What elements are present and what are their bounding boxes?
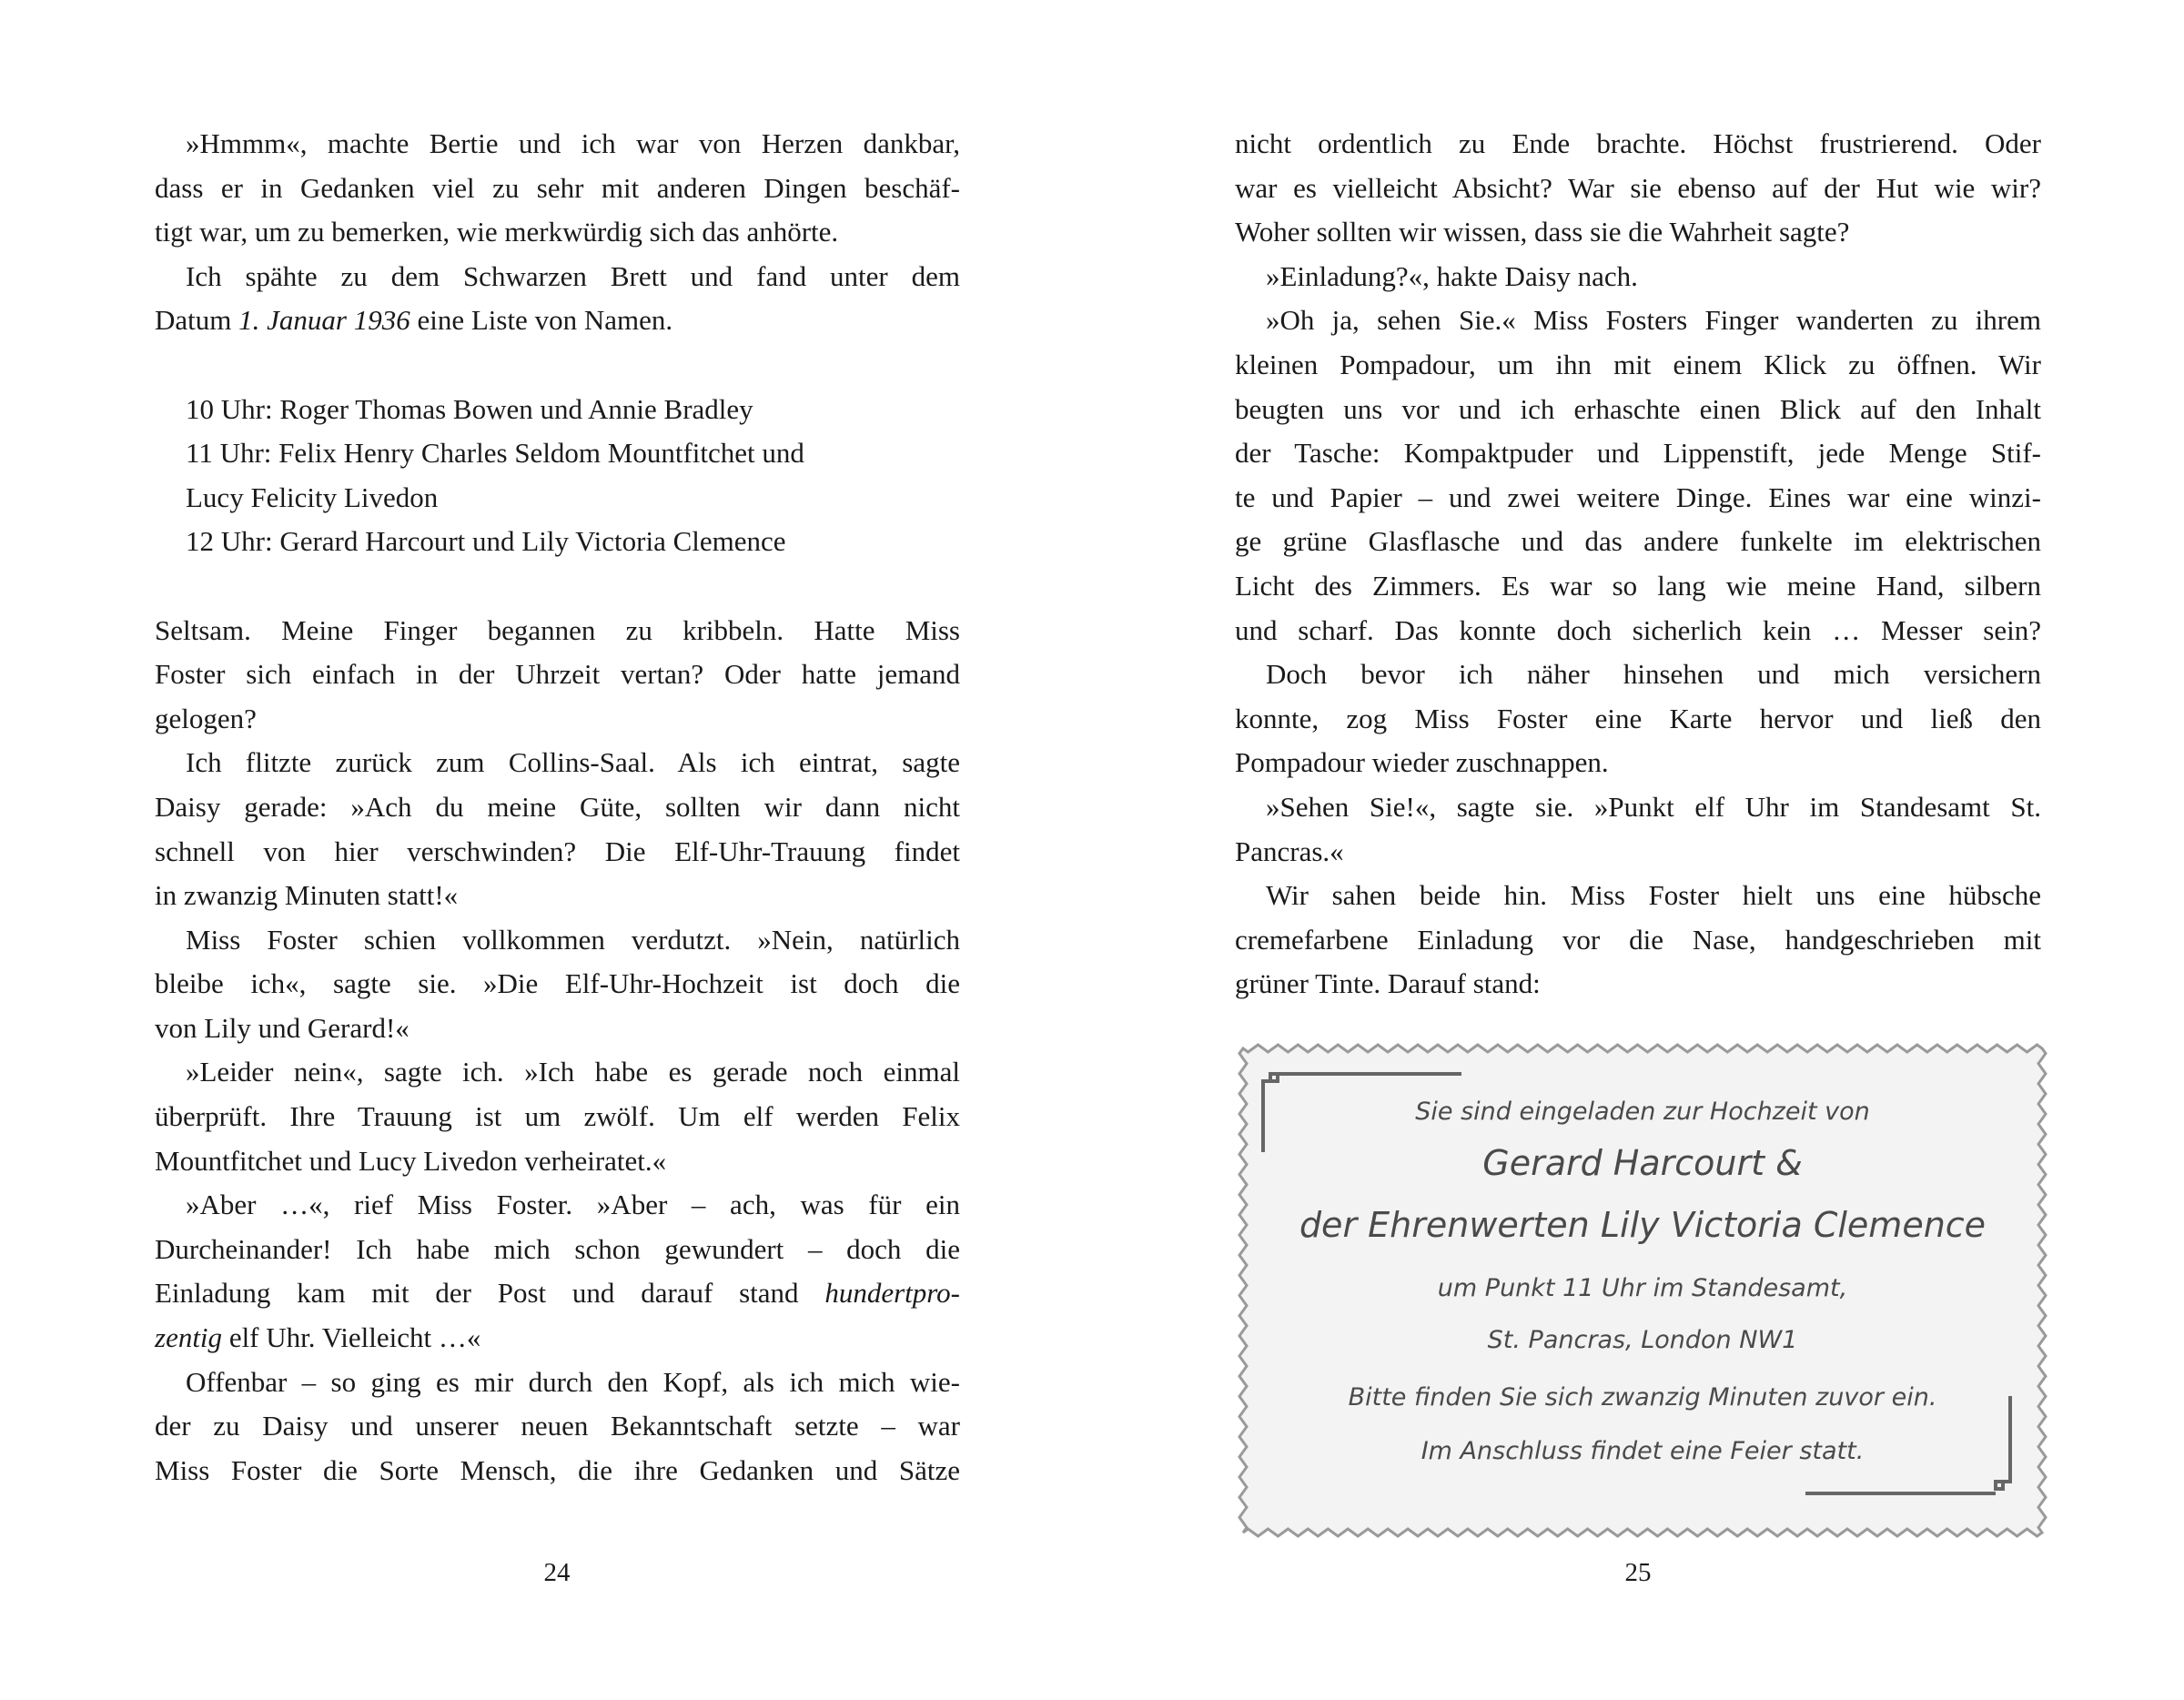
text-line: »Oh ja, sehen Sie.« Miss Fosters Finger wanderten zu ihrem <box>1266 304 2041 337</box>
invitation-time: um Punkt 11 Uhr im Standesamt, <box>1437 1274 1848 1302</box>
text-segment: Einladung kam mit der Post und darauf stand <box>155 1277 825 1310</box>
page-number: 24 <box>543 1558 571 1587</box>
italic-text: 1. Januar 1936 <box>238 304 410 337</box>
text-line: und scharf. Das konnte doch sicherlich kein … Messer sein? <box>1235 613 2041 646</box>
invitation-card <box>1236 1041 2049 1540</box>
text-line: 12 Uhr: Gerard Harcourt und Lily Victoria Clemence <box>186 525 786 558</box>
text-line: Pompadour wieder zuschnappen. <box>1235 746 1609 779</box>
page-24-text <box>155 122 960 1493</box>
text-line: in zwanzig Minuten statt!« <box>155 879 459 912</box>
page-25-text <box>1235 122 2041 1007</box>
text-line: 11 Uhr: Felix Henry Charles Seldom Mountfitchet und <box>186 437 804 470</box>
text-line: überprüft. Ihre Trauung ist um zwölf. Um elf werden Felix <box>155 1100 960 1133</box>
text-line <box>155 299 960 343</box>
text-line: cremefarbene Einladung vor die Nase, handgeschrieben mit <box>1235 923 2041 956</box>
blank-line <box>155 564 960 609</box>
text-line: beugten uns vor und ich erhaschte einen Blick auf den Inhalt <box>1235 392 2041 425</box>
text-line: gelogen? <box>155 702 257 734</box>
invitation-celebration: Im Anschluss findet eine Feier statt. <box>1421 1437 1865 1465</box>
text-line: Durcheinander! Ich habe mich schon gewundert – doch die <box>155 1232 960 1265</box>
text-line: Daisy gerade: »Ach du meine Güte, sollten wir dann nicht <box>155 790 960 823</box>
text-line: 10 Uhr: Roger Thomas Bowen und Annie Bradley <box>186 392 753 425</box>
text-segment: elf Uhr. Vielleicht …« <box>222 1321 481 1354</box>
text-line: tigt war, um zu bemerken, wie merkwürdig sich das anhörte. <box>155 216 839 248</box>
text-line <box>155 1316 960 1361</box>
text-line: Woher sollten wir wissen, dass sie die Wahrheit sagte? <box>1235 216 1850 248</box>
text-line: grüner Tinte. Darauf stand: <box>1235 967 1541 1000</box>
invitation-bride: der Ehrenwerten Lily Victoria Clemence <box>1299 1205 1987 1245</box>
text-line: »Aber …«, rief Miss Foster. »Aber – ach, was für ein <box>186 1189 960 1221</box>
text-line: ge grüne Glasflasche und das andere funkelte im elektrischen <box>1235 525 2041 558</box>
text-line: Miss Foster die Sorte Mensch, die ihre Gedanken und Sätze <box>155 1453 960 1486</box>
text-line: Mountfitchet und Lucy Livedon verheiratet.« <box>155 1144 667 1177</box>
text-line: von Lily und Gerard!« <box>155 1011 410 1044</box>
invitation-groom: Gerard Harcourt & <box>1482 1143 1803 1183</box>
text-line: Seltsam. Meine Finger begannen zu kribbeln. Hatte Miss <box>155 613 960 646</box>
text-line: Ich spähte zu dem Schwarzen Brett und fand unter dem <box>186 259 960 292</box>
text-line: bleibe ich«, sagte sie. »Die Elf-Uhr-Hochzeit ist doch die <box>155 967 960 1000</box>
text-line: te und Papier – und zwei weitere Dinge. Eines war eine winzi- <box>1235 481 2041 513</box>
text-line: Doch bevor ich näher hinsehen und mich versichern <box>1266 658 2041 691</box>
text-line: »Einladung?«, hakte Daisy nach. <box>1266 259 1638 292</box>
text-line: Pancras.« <box>1235 835 1344 867</box>
text-line: der zu Daisy und unserer neuen Bekanntschaft setzte – war <box>155 1410 960 1442</box>
text-line: Foster sich einfach in der Uhrzeit vertan? Oder hatte jemand <box>155 658 960 691</box>
text-line: der Tasche: Kompaktpuder und Lippenstift, jede Menge Stif- <box>1235 437 2041 470</box>
text-line: »Hmmm«, machte Bertie und ich war von Herzen dankbar, <box>186 127 960 159</box>
text-line: Wir sahen beide hin. Miss Foster hielt uns eine hübsche <box>1266 879 2041 912</box>
text-line: Miss Foster schien vollkommen verdutzt. »Nein, natürlich <box>186 923 960 956</box>
text-line: dass er in Gedanken viel zu sehr mit anderen Dingen beschäf- <box>155 171 960 204</box>
italic-text: hundertpro- <box>824 1277 960 1310</box>
text-line: kleinen Pompadour, um ihn mit einem Klick zu öffnen. Wir <box>1235 348 2041 380</box>
italic-text: zentig <box>155 1321 223 1354</box>
blank-line <box>155 343 960 388</box>
text-line: schnell von hier verschwinden? Die Elf-Uhr-Trauung findet <box>155 835 960 867</box>
text-line: Lucy Felicity Livedon <box>186 481 439 513</box>
text-line: war es vielleicht Absicht? War sie ebenso auf der Hut wie wir? <box>1235 171 2041 204</box>
page-number: 25 <box>1624 1558 1652 1587</box>
text-line: Ich flitzte zurück zum Collins-Saal. Als ich eintrat, sagte <box>186 746 960 779</box>
invitation-line: Sie sind eingeladen zur Hochzeit von <box>1415 1098 1870 1126</box>
text-segment: eine Liste von Namen. <box>410 304 673 337</box>
text-line: Licht des Zimmers. Es war so lang wie meine Hand, silbern <box>1235 569 2041 602</box>
invitation-place: St. Pancras, London NW1 <box>1487 1326 1798 1354</box>
text-line <box>155 1271 960 1316</box>
text-line: nicht ordentlich zu Ende brachte. Höchst frustrierend. Oder <box>1235 127 2041 159</box>
invitation-note: Bitte finden Sie sich zwanzig Minuten zuvor ein. <box>1348 1383 1937 1412</box>
text-line: »Leider nein«, sagte ich. »Ich habe es gerade noch einmal <box>186 1056 960 1088</box>
text-line: Offenbar – so ging es mir durch den Kopf, als ich mich wie- <box>186 1365 960 1398</box>
text-line: konnte, zog Miss Foster eine Karte hervor und ließ den <box>1235 702 2041 734</box>
text-line: »Sehen Sie!«, sagte sie. »Punkt elf Uhr im Standesamt St. <box>1266 790 2041 823</box>
text-segment: Datum <box>155 304 239 337</box>
